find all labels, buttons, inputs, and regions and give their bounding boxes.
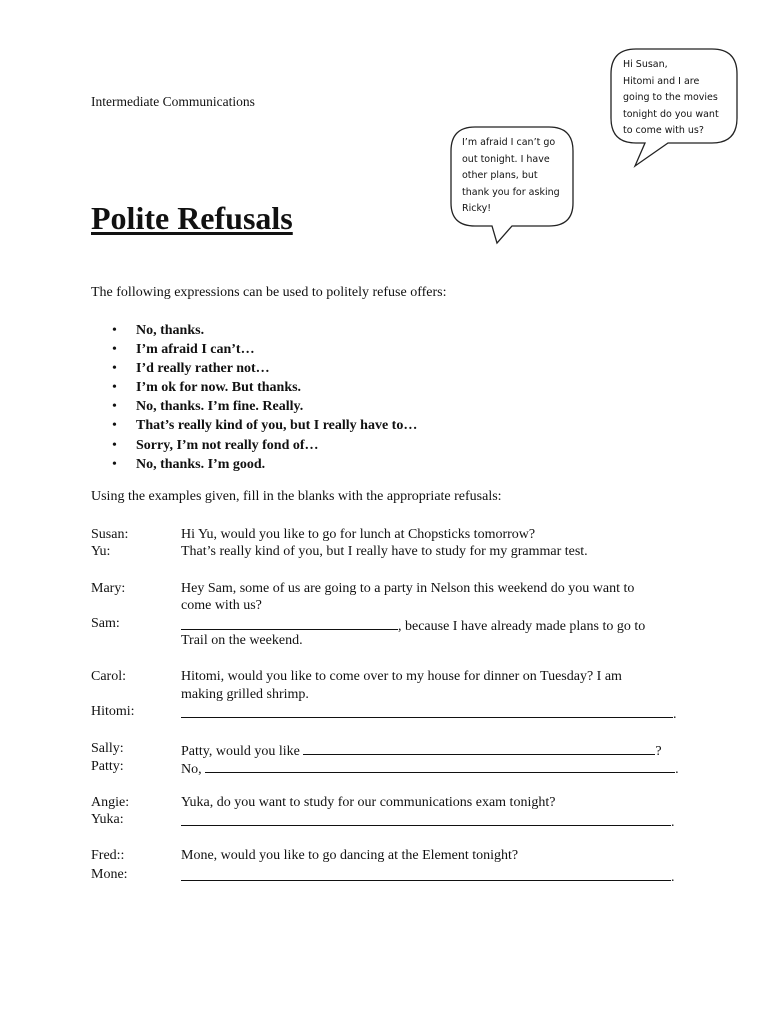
- speech-bubble-left: [453, 130, 571, 224]
- bubble-line: going to the movies: [623, 92, 718, 103]
- line-end-punctuation: .: [675, 762, 679, 777]
- line-end-punctuation: .: [671, 815, 675, 830]
- expression-text: That’s really kind of you, but I really have to…: [136, 418, 418, 434]
- speaker-name: Carol:: [91, 669, 126, 684]
- bubble-line: other plans, but: [462, 170, 538, 181]
- answer-blank[interactable]: [205, 758, 675, 773]
- expression-text: No, thanks. I’m good.: [136, 456, 266, 472]
- bullet-icon: •: [112, 456, 117, 472]
- speaker-name: Angie:: [91, 795, 130, 810]
- answer-blank[interactable]: [303, 740, 655, 755]
- dialogue-text: Yuka, do you want to study for our communications exam tonight?: [181, 795, 556, 810]
- bullet-icon: •: [112, 380, 117, 396]
- dialogue-text: come with us?: [181, 598, 262, 613]
- speaker-name: Hitomi:: [91, 704, 135, 719]
- speaker-name: Patty:: [91, 759, 124, 774]
- speaker-name: Susan:: [91, 527, 129, 542]
- speaker-name: Sally:: [91, 741, 124, 756]
- dialogue-text: Hey Sam, some of us are going to a party in Nelson this weekend do you want to: [181, 581, 635, 596]
- line-end-punctuation: ?: [655, 744, 662, 759]
- list-item: [91, 416, 417, 435]
- bullet-icon: •: [112, 437, 117, 453]
- dialogue-text: , because I have already made plans to go to: [398, 619, 646, 634]
- bubble-line: Hitomi and I are: [623, 75, 700, 87]
- bubble-line: Ricky!: [462, 203, 492, 214]
- instructions: Using the examples given, fill in the blanks with the appropriate refusals:: [91, 489, 502, 504]
- bubble-line: I’m afraid I can’t go: [462, 137, 556, 148]
- bubble-line: Hi Susan,: [623, 59, 668, 70]
- expression-list: [91, 321, 417, 474]
- expression-text: I’d really rather not…: [136, 361, 270, 377]
- bullet-icon: •: [112, 323, 117, 338]
- bubble-line: thank you for asking: [462, 186, 560, 198]
- bubble-line: to come with us?: [623, 125, 704, 136]
- course-name: Intermediate Communications: [91, 94, 255, 109]
- dialogue-text: Hitomi, would you like to come over to my house for dinner on Tuesday? I am: [181, 669, 622, 684]
- bubble-line: tonight do you want: [623, 108, 719, 120]
- expression-text: I’m afraid I can’t…: [136, 342, 255, 358]
- dialogue-text: No,: [181, 762, 202, 777]
- dialogue-text: Patty, would you like: [181, 744, 300, 759]
- list-item: [91, 436, 417, 455]
- expression-text: I’m ok for now. But thanks.: [136, 380, 302, 396]
- list-item: [91, 397, 417, 416]
- speaker-name: Fred::: [91, 848, 125, 863]
- list-item: [91, 455, 417, 474]
- speaker-name: Mary:: [91, 581, 126, 596]
- expression-text: No, thanks.: [136, 323, 205, 338]
- answer-line: [181, 703, 677, 724]
- bubble-line: out tonight. I have: [462, 153, 550, 165]
- list-item: [91, 378, 417, 397]
- bullet-icon: •: [112, 342, 117, 358]
- dialogue-text: That’s really kind of you, but I really have to study for my grammar test.: [181, 544, 588, 559]
- speaker-name: Yuka:: [91, 812, 124, 827]
- bullet-icon: •: [112, 418, 117, 434]
- line-end-punctuation: .: [673, 707, 677, 722]
- bullet-icon: •: [112, 361, 117, 377]
- speaker-name: Yu:: [91, 544, 111, 559]
- answer-line: [181, 866, 675, 887]
- answer-blank[interactable]: [181, 703, 673, 718]
- answer-blank[interactable]: [181, 615, 398, 630]
- list-item: [91, 340, 417, 359]
- expression-text: No, thanks. I’m fine. Really.: [136, 399, 304, 415]
- speech-bubble-right: [614, 52, 734, 140]
- dialogue-text: Mone, would you like to go dancing at the Element tonight?: [181, 848, 519, 863]
- bullet-icon: •: [112, 399, 117, 415]
- answer-blank[interactable]: [181, 866, 671, 881]
- page-title: Polite Refusals: [91, 200, 293, 236]
- answer-line: [181, 811, 675, 832]
- answer-line: [181, 758, 679, 779]
- line-end-punctuation: .: [671, 870, 675, 885]
- intro-text: The following expressions can be used to politely refuse offers:: [91, 285, 447, 300]
- list-item: [91, 359, 417, 378]
- answer-blank[interactable]: [181, 811, 671, 826]
- expression-text: Sorry, I’m not really fond of…: [136, 437, 319, 453]
- dialogue-text: making grilled shrimp.: [181, 687, 309, 702]
- speaker-name: Sam:: [91, 616, 120, 631]
- speaker-name: Mone:: [91, 867, 128, 882]
- dialogue-text: Trail on the weekend.: [181, 633, 303, 648]
- dialogue-text: Hi Yu, would you like to go for lunch at Chopsticks tomorrow?: [181, 527, 536, 542]
- list-item: [91, 321, 417, 340]
